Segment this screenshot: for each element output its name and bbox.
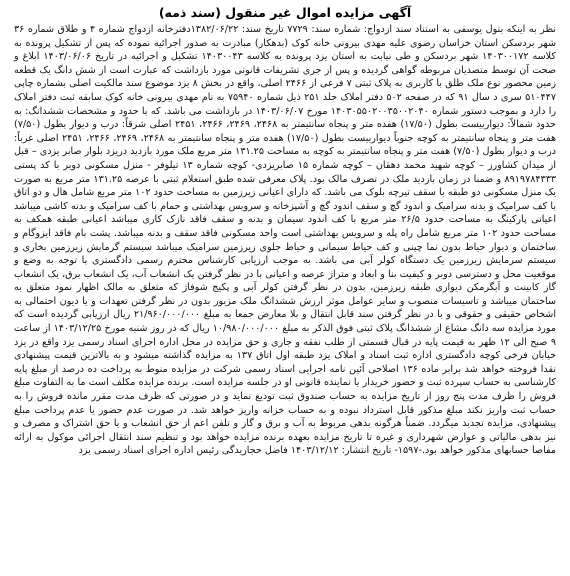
notice-title: آگهی مزایده اموال غیر منقول (سند ذمه) bbox=[158, 5, 412, 20]
notice-header bbox=[14, 4, 556, 20]
notice-body: نظر به اینکه بتول یوسفی به استناد سند ازدواج: شماره سند: ۷۷۲۹ تاریخ سند: ۱۳۸۲/۰۶/۲۲دفترخانه ازدواج شماره ۴ و طلاق شماره ۳۶ شهر بردسکن استان خراسان رضوی علیه مهدی بیرونی خانه کوک (بدهکار) مبادرت به صدور اجرائیه نموده که پس از تشکیل پرونده به کلاسه ۱۴۰۳۰۰۱۷۲ شهر بردسکن و طی نیابت به استان یزد پرونده به کلاسه ۱۴۰۳۰۰۴۳ تشکیل و اجرائیه در تاریخ ۱۴۰۳/۰۶/۰۶ ابلاغ و صحت آن توسط متصدیان مربوطه گواهی گردیده و پس از جری تشریفات قانونی مورد بازداشت که عبارت است از شش دانگ یک قطعه زمین محصور نوع ملک طلق با کاربری به پلاک ثبتی ۷ فرعی از ۲۴۶۶ اصلی، واقع در بخش ۸ یزد موضوع سند مالکیت اصلی بشماره چاپی ۵۱۰۴۴۷ سری د سال ۹۱ که در صفحه ۵۰۲ دفتر املاک جلد ۲۵۱ ذیل شماره ۷۵۹۴۰ به نام مهدی بیرونی خانه کوک سابقه ثبت دفتر املاک را دارد و بموجب دستور شماره ۱۴۰۳۰۵۵۰۲۰۰۳۵۰۰۲۰۴۰ مورخ ۱۴۰۳/۰۶/۰۷ در بازداشت می باشد. که با حدود و مشخصات ششدانگ: به حدود شمالاً: دیواربیست بطول (۱۷/۵۰) هفده متر و پنجاه سانتیمتر به ۲۴۶۸، ۲۴۶۹، ۲۴۶۶، ۲۴۵۱ اصلی شرقاً: درب و دیوار بطول (۷/۵۰) هفت متر و پنجاه سانتیمتر به کوچه جنوباً دیواربیست بطول (۱۷/۵۰) هفده متر و پنجاه سانتیمتر به ۲۴۶۸، ۲۴۶۹، ۲۴۶۶، ۲۴۵۱ اصلی غرباً: درب و دیوار بطول (۷/۵۰) هفت متر و پنجاه سانتیمتر به کوچه به مساحت ۱۳۱.۲۵ متر مربع ملک مورد بازدید دریزد بلوار صابر یزدی – قبل از میدان کشاورز – کوچه شهید محمد دهقان – کوچه شماره ۱۵ صابریزدی- کوچه شماره ۱۳ تیلوفر - منزل مسکونی دوبر با کد پستی ۸۹۱۹۷۸۴۳۳۳ و ضمنا در زمان بازدید ملک در تصرف مالک بود. پلاک معرفی شده طبق استعلام ثبتی با عرصه ۱۳۱.۲۵ متر مربع به صورت یک منزل مسکونی دو طبقه با سقف تیرچه بلوک می باشد. که دارای اعیانی زیرزمین به مساحت حدود ۱۰۲ متر مربع شامل هال و دو اتاق با کف سرامیک و بدنه سرامیک و اندود گچ و سقف اندود گچ و آشپزخانه و سرویس بهداشتی و حمام با کف سرامیک و بدنه کاشی میباشد اعیانی پارکینگ به مساحت حدود ۲۶/۵ متر مربع با کف اندود سیمان و بدنه و سقف فاقد نازک کاری میباشد اعیانی طبقه همکف به مساحت حدود ۱۰۲ متر مربع شامل راه پله و سرویس بهداشتی است واحد مسکونی فاقد سقف و بدنه میباشد. پشت بام فاقد ایزوگام و ساختمان و دیوار حیاط بدون نما چینی و کف حیاط سیمانی و حیاط جلوی زیرزمین سرامیک میباشد سیستم گرمایش زیرزمین بخاری و سیستم سرمایش زیرزمین یک دستگاه کولر آبی می باشد. به موجب ارزیابی کارشناس محترم رسمی دادگستری با توجه به وضع و موقعیت محل و دسترسی دوبر و کیفیت بنا و ابعاد و متراژ عرصه و اعیانی با در نظر گرفتن یک انشعاب آب، یک انشعاب برق، یک انشعاب گاز کابینت و آبگرمکن دیواری طبقه زیرزمین، بدون در نظر گرفتن کولر آبی و پکیج شوفاژ که متعلق به مالک اظهار نمود متعلق به ساختمان میباشد و تاسیسات منصوب و سایر عوامل موثر ارزش ششدانگ ملک مزبور بدون در نظر گرفتن تعهدات و یا دیون احتمالی به اشخاص حقیقی و حقوقی و با در نظر گرفتن سند قابل انتقال و بلا معارض جمعا به مبلغ ۲۱/۹۶۰/۰۰۰/۰۰۰ ریال ارزیابی گردیده است که مورد مزایده سه دانگ مشاع از ششدانگ پلاک ثبتی فوق الذکر به مبلغ ۱۰/۹۸۰/۰۰۰/۰۰۰ ریال که در روز شنبه مورخ ۱۴۰۳/۱۲/۲۵ از ساعت ۹ صبح الی ۱۲ ظهر به قیمت پایه در قبال قسمتی از طلب نفقه و جاری و حق مزایده در محل اداره اجرای اسناد رسمی یزد واقع در یزد خیابان فرخی کوچه دادگستری اداره ثبت اسناد و املاک یزد طبقه اول اتاق ۱۳۷ به مزایده گذاشته میشود و به بالاترین قیمت پیشنهادی نقدا فروخته خواهد شد برابر ماده ۱۳۶ اصلاحی آئین نامه اجرایی اسناد رسمی شرکت در مزایده منوط به پرداخت ده درصد از مبلغ پایه کارشناسی به حساب سپرده ثبت و حضور خریدار یا نماینده قانونی او در جلسه مزایده است. برنده مزایده مکلف است ما به التفاوت مبلغ فروش را ظرف مدت پنج روز از تاریخ مزایده به حساب صندوق ثبت تودیع نماید و در صورتی که ظرف مدت مقرر مانده فروش را به حساب ثبت واریز نکند مبلغ مذکور قابل استرداد نبوده و به حساب خزانه واریز خواهد شد. در صورت عدم حضور یا عدم پرداخت مبلغ پیشنهادی، مزایده تجدید میگردد. ضمناً هرگونه بدهی مربوط به آب و برق و گاز و تلفن اعم از حق انشعاب و یا حق اشتراک و مصرف و نیز بدهی مالیاتی و عوارض شهرداری و غیره تا تاریخ مزایده بعهده برنده مزایده خواهد بود و تنظیم سند انتقال اجرائی موکول به ارائه مفاصا حسابهای مذکور خواهد بود.-۱۵۹۷- تاریخ انتشار: ۱۴۰۳/۱۲/۱۲ فاضل حجاریدگی رئیس اداره اجرای اسناد رسمی یزد bbox=[14, 24, 557, 457]
